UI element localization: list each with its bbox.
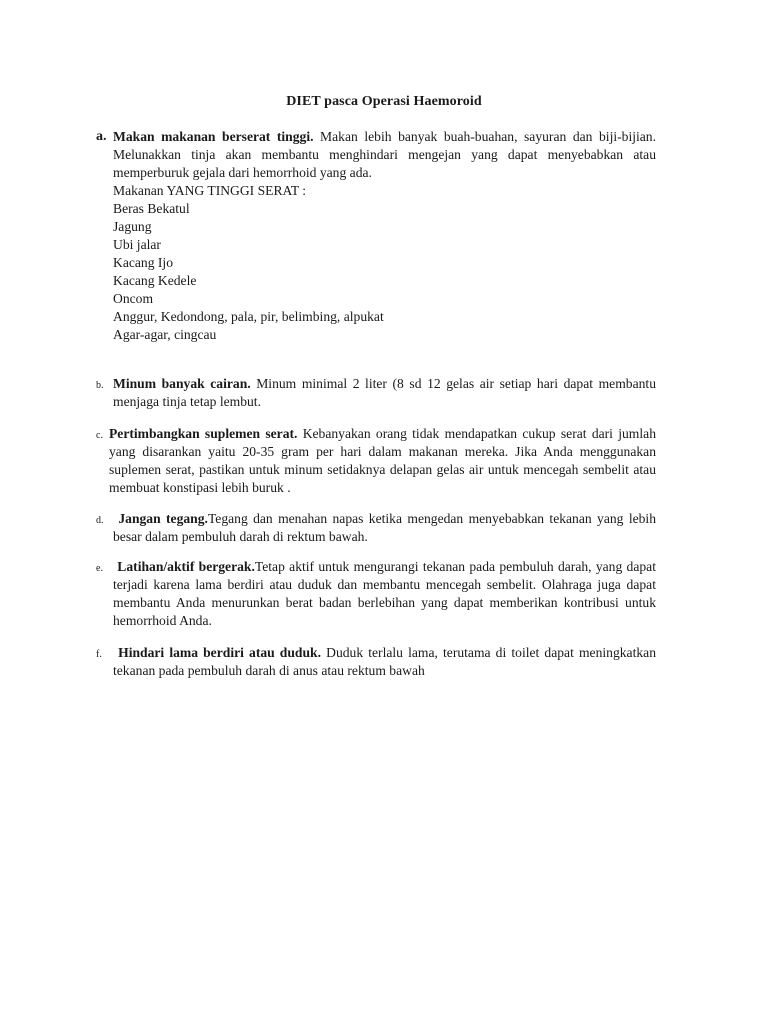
sublist-item: Kacang Kedele: [113, 273, 197, 288]
list-item-body: [113, 510, 656, 546]
item-text: Makan lebih banyak buah-buahan, sayuran dan biji-bijian. Melunakkan tinja akan membantu menghindari mengejan yang dapat menyebabkan atau memperburuk gejala dari hemorrhoid yang ada.: [113, 129, 656, 180]
item-lead: Latihan/aktif bergerak.: [117, 559, 255, 574]
list-marker: d.: [96, 515, 104, 526]
list-marker: e.: [96, 563, 103, 574]
list-marker: c.: [96, 430, 103, 441]
list-item-f: [96, 644, 656, 680]
sublist-item: Kacang Ijo: [113, 255, 174, 270]
list-item-a: [96, 128, 656, 344]
list-item-body: [113, 375, 656, 411]
sublist-item: Anggur, Kedondong, pala, pir, belimbing, alpukat: [113, 309, 384, 324]
list-marker: a.: [96, 129, 107, 144]
item-lead: Minum banyak cairan.: [113, 376, 251, 391]
sublist-heading: Makanan YANG TINGGI SERAT :: [113, 183, 307, 198]
item-lead: Jangan tegang.: [118, 511, 208, 526]
list-item-body: [109, 425, 656, 497]
item-text: Duduk terlalu lama, terutama di toilet dapat meningkatkan tekanan pada pembuluh darah di anus atau rektum bawah: [113, 645, 656, 678]
list-item-b: [96, 375, 656, 411]
item-lead: Hindari lama berdiri atau duduk.: [118, 645, 322, 660]
item-text: Kebanyakan orang tidak mendapatkan cukup serat dari jumlah yang disarankan yaitu 20-35 gram per hari dalam makanan mereka. Jika Anda menggunakan suplemen serat, pastikan untuk minum setidaknya delapan gelas air untuk mencegah sembelit atau membuat konstipasi lebih buruk .: [109, 426, 656, 495]
sublist-item: Jagung: [113, 219, 152, 234]
list-item-e: [96, 558, 656, 630]
sublist-item: Oncom: [113, 291, 154, 306]
sublist-item: Ubi jalar: [113, 237, 161, 252]
list-item-c: [96, 425, 656, 497]
item-lead: Pertimbangkan suplemen serat.: [109, 426, 298, 441]
item-text: Minum minimal 2 liter (8 sd 12 gelas air setiap hari dapat membantu menjaga tinja tetap lembut.: [113, 376, 656, 409]
document-title: DIET pasca Operasi Haemoroid: [286, 94, 482, 109]
list-item-body: [113, 558, 656, 630]
list-item-d: [96, 510, 656, 546]
list-marker: b.: [96, 380, 104, 391]
sublist-item: Agar-agar, cingcau: [113, 327, 217, 342]
list-item-body: [113, 644, 656, 680]
item-lead: Makan makanan berserat tinggi.: [113, 129, 314, 144]
sublist-item: Beras Bekatul: [113, 201, 190, 216]
item-text: Tegang dan menahan napas ketika mengedan menyebabkan tekanan yang lebih besar dalam pembuluh darah di rektum bawah.: [113, 511, 656, 544]
list-marker: f.: [96, 649, 102, 660]
list-item-body: [113, 128, 656, 344]
item-text: Tetap aktif untuk mengurangi tekanan pada pembuluh darah, yang dapat terjadi karena lama berdiri atau duduk dan membantu mencegah sembelit. Olahraga juga dapat membantu Anda menurunkan berat badan berlebihan yang dapat memberikan kontribusi untuk hemorrhoid Anda.: [113, 559, 656, 628]
